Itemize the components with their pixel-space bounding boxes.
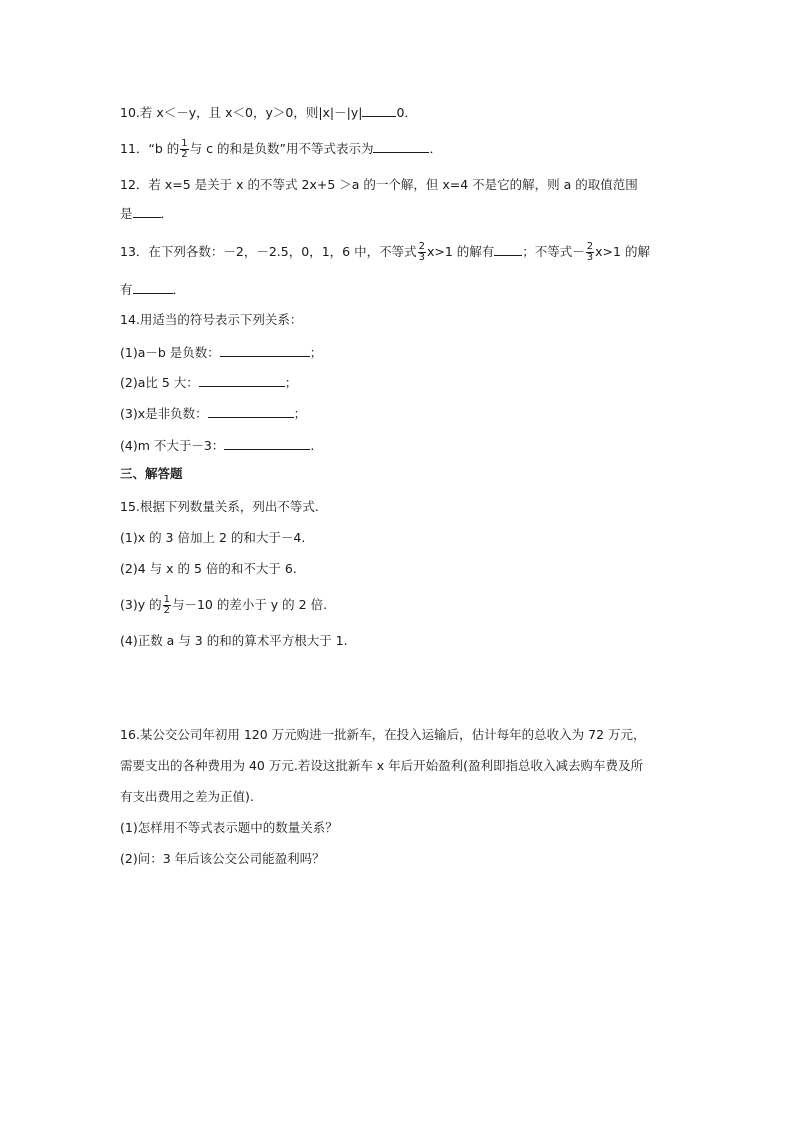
section-3-title: 三、解答题 bbox=[120, 466, 183, 481]
question-10 bbox=[120, 104, 417, 121]
q14-item-1-end: ； bbox=[309, 345, 323, 360]
q14-item-3-text: (3)x是非负数： bbox=[120, 406, 208, 421]
q12-text-a: 12．若 x=5 是关于 x 的不等式 2x+5 ＞a 的一个解，但 x=4 不是它的解，则 a 的取值范围 bbox=[120, 177, 638, 192]
q15-item-4-text: (4)正数 a 与 3 的和的算术平方根大于 1. bbox=[120, 633, 348, 648]
question-16-line2 bbox=[120, 758, 643, 774]
q16-line-1: 16.某公交公司年初用 120 万元购进一批新车，在投入运输后，估计每年的总收入为 72 万元， bbox=[120, 727, 646, 742]
q14-item-2-blank[interactable] bbox=[199, 374, 285, 387]
question-13-line1 bbox=[120, 242, 650, 263]
q12-text-b: 是 bbox=[120, 206, 133, 221]
q13-frac1-den: 3 bbox=[418, 252, 425, 263]
q13-fraction-2 bbox=[586, 242, 594, 263]
q12-tail: ． bbox=[160, 206, 174, 221]
q14-item-4-end: . bbox=[310, 438, 315, 453]
q10-tail: 0． bbox=[396, 105, 417, 120]
q14-item-3 bbox=[120, 405, 306, 422]
q10-blank[interactable] bbox=[362, 104, 396, 117]
q11-text-b: 与 c 的和是负数”用不等式表示为 bbox=[189, 141, 374, 156]
q11-fraction bbox=[180, 139, 188, 160]
q11-frac-num: 1 bbox=[181, 138, 188, 149]
q16-sub-1-text: (1)怎样用不等式表示题中的数量关系？ bbox=[120, 820, 338, 835]
question-12-line2 bbox=[120, 205, 173, 222]
q13-blank-1[interactable] bbox=[494, 243, 522, 256]
section-heading bbox=[120, 466, 183, 482]
q15-frac-num: 1 bbox=[163, 594, 170, 605]
question-11 bbox=[120, 139, 442, 160]
q15-item-1-text: (1)x 的 3 倍加上 2 的和大于－4. bbox=[120, 530, 306, 545]
q11-text-a: 11．“b 的 bbox=[120, 141, 180, 156]
q13-text-d: x>1 的解 bbox=[595, 244, 650, 259]
q13-frac2-num: 2 bbox=[586, 241, 594, 252]
q15-frac-den: 2 bbox=[163, 605, 170, 616]
q15-item-2 bbox=[120, 561, 297, 577]
q16-line-3: 有支出费用之差为正值). bbox=[120, 789, 254, 804]
q16-sub-2-text: (2)问：3 年后该公交公司能盈利吗？ bbox=[120, 851, 325, 866]
q16-line-2: 需要支出的各种费用为 40 万元.若设这批新车 x 年后开始盈利(盈利即指总收入减去购车费及所 bbox=[120, 758, 644, 773]
question-14-title bbox=[120, 312, 302, 328]
q12-blank[interactable] bbox=[133, 205, 161, 218]
q16-sub-1 bbox=[120, 820, 338, 836]
q14-item-2-text: (2)a比 5 大： bbox=[120, 375, 199, 390]
question-13-line2 bbox=[120, 281, 185, 298]
question-16-line3 bbox=[120, 789, 254, 805]
question-15-title bbox=[120, 499, 319, 515]
q14-item-2-end: ； bbox=[284, 375, 298, 390]
question-12-line1 bbox=[120, 177, 638, 193]
q13-frac2-den: 3 bbox=[586, 252, 594, 263]
q13-frac1-num: 2 bbox=[418, 241, 425, 252]
q14-title: 14.用适当的符号表示下列关系： bbox=[120, 312, 303, 327]
q15-item-3-text-a: (3)y 的 bbox=[120, 597, 162, 612]
q13-tail: ． bbox=[172, 282, 186, 297]
q15-title: 15.根据下列数量关系，列出不等式. bbox=[120, 499, 319, 514]
q15-item-3-fraction bbox=[163, 595, 171, 616]
q15-item-4 bbox=[120, 633, 348, 649]
q14-item-3-blank[interactable] bbox=[208, 405, 294, 418]
q14-item-4 bbox=[120, 437, 314, 454]
q11-tail: ． bbox=[429, 141, 442, 156]
q11-blank[interactable] bbox=[373, 140, 429, 153]
q14-item-2 bbox=[120, 374, 297, 391]
q14-item-3-end: ； bbox=[293, 406, 307, 421]
q14-item-4-blank[interactable] bbox=[224, 437, 310, 450]
q15-item-3 bbox=[120, 595, 327, 616]
q10-text: 10.若 x＜－y，且 x＜0，y＞0，则|x|－|y| bbox=[120, 105, 363, 120]
q14-item-1-blank[interactable] bbox=[220, 344, 310, 357]
q15-item-1 bbox=[120, 530, 305, 546]
q11-frac-den: 2 bbox=[181, 149, 188, 160]
q14-item-1-text: (1)a－b 是负数： bbox=[120, 345, 220, 360]
q13-text-b: x>1 的解有 bbox=[426, 244, 495, 259]
q13-fraction-1 bbox=[418, 242, 426, 263]
q13-text-a: 13．在下列各数：－2，－2.5，0，1，6 中，不等式 bbox=[120, 244, 417, 259]
q13-text-c: ；不等式－ bbox=[522, 244, 585, 259]
q14-item-4-text: (4)m 不大于－3： bbox=[120, 438, 225, 453]
q13-blank-2[interactable] bbox=[133, 281, 173, 294]
q16-sub-2 bbox=[120, 851, 325, 867]
question-16-line1 bbox=[120, 727, 646, 743]
q14-item-1 bbox=[120, 344, 322, 361]
q15-item-3-text-b: 与－10 的差小于 y 的 2 倍. bbox=[171, 597, 328, 612]
q15-item-2-text: (2)4 与 x 的 5 倍的和不大于 6. bbox=[120, 561, 297, 576]
q13-text-e: 有 bbox=[120, 282, 133, 297]
